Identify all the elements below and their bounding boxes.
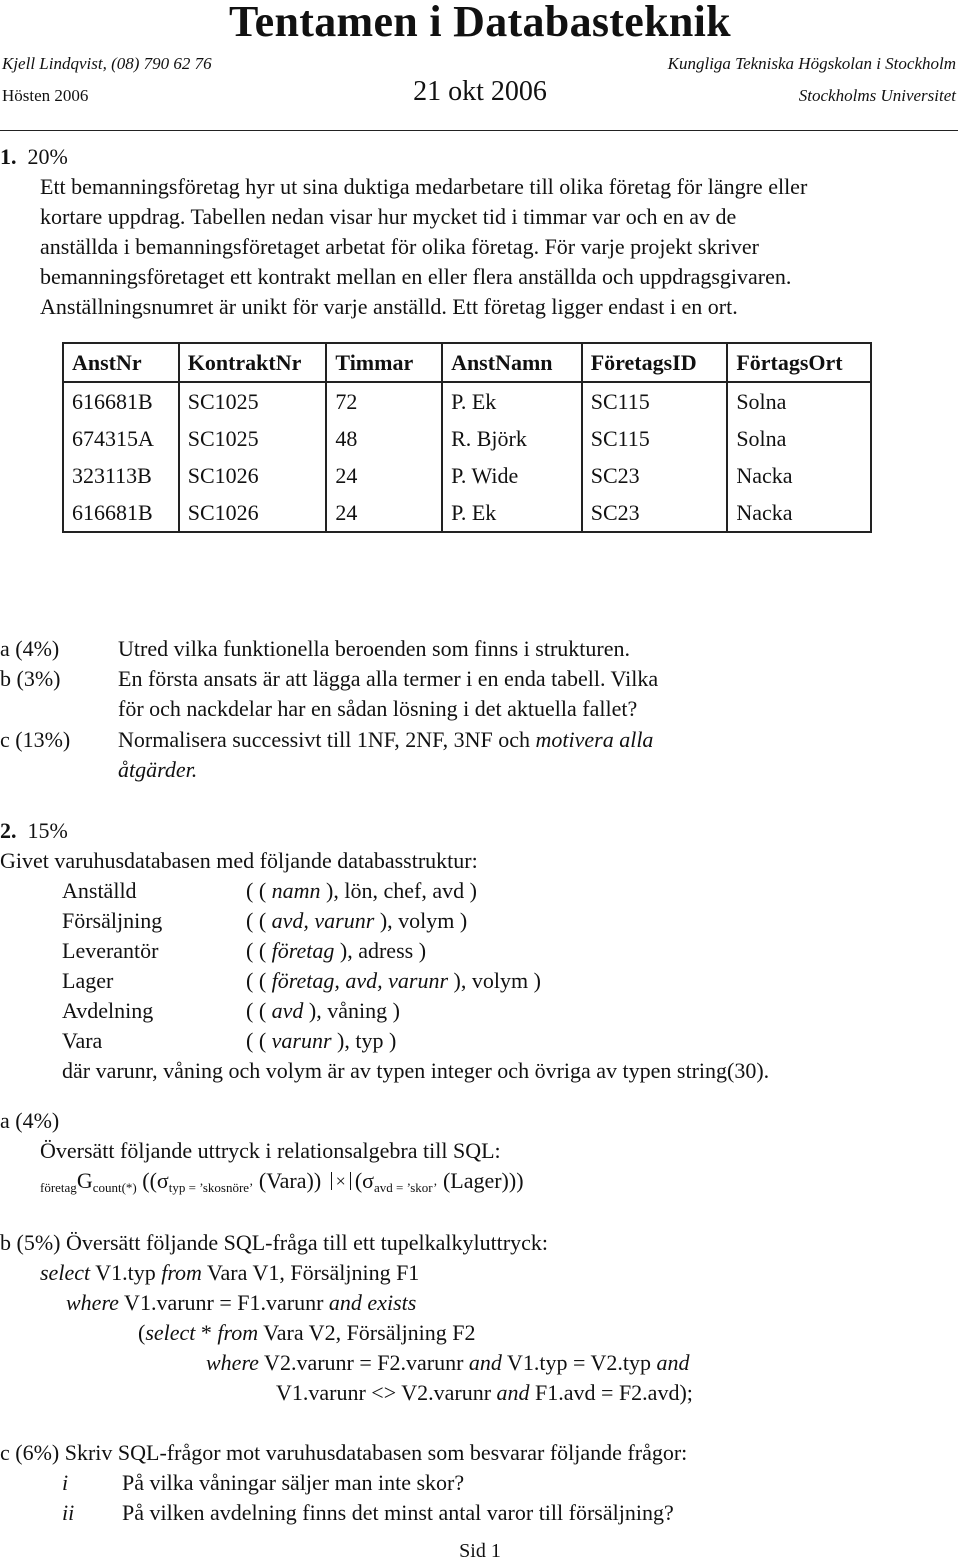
q2c-item-number: ii [62, 1500, 75, 1525]
table-cell: 24 [326, 457, 442, 494]
table-cell: Nacka [727, 494, 871, 532]
schema-attrs: ( ( företag, avd, varunr ), volym ) [246, 968, 541, 993]
relational-algebra-expression: $_{företag}G_{count(*)}$ (($\sigma_{typ = ’skosnöre’}$ (Vara)) × ($\sigma_{avd = ’skor’}$ (Lager))) [40, 1168, 524, 1195]
schema-attrs: ( ( avd ), våning ) [246, 998, 400, 1023]
q2c-label: c (6%) Skriv SQL-frågor mot varuhusdatabasen som besvarar följande frågor: [0, 1440, 688, 1465]
table-cell: 48 [326, 420, 442, 457]
table-row [63, 382, 871, 420]
q2c-item-text: På vilken avdelning finns det minst antal varor till försäljning? [122, 1500, 674, 1525]
table-cell: R. Björk [442, 420, 582, 457]
table-cell: 674315A [63, 420, 179, 457]
sql-line: select V1.typ from Vara V1, Försäljning F1 [40, 1260, 420, 1285]
table-cell: P. Ek [442, 382, 582, 420]
q1-text-line: anställda i bemanningsföretaget arbetat för olika företag. För varje projekt skriver [40, 234, 760, 259]
school-kth: Kungliga Tekniska Högskolan i Stockholm [667, 54, 956, 73]
q2-weight: 15% [27, 818, 68, 843]
exam-title: Tentamen i Databasteknik [229, 0, 731, 46]
q1c-text [118, 727, 653, 753]
page-number: Sid 1 [459, 1540, 501, 1562]
table-cell: SC1025 [179, 382, 327, 420]
col-header: KontraktNr [179, 343, 327, 382]
table-cell: 616681B [63, 382, 179, 420]
sql-line: where V2.varunr = F2.varunr and V1.typ = V2.typ and [206, 1350, 690, 1375]
header-rule [0, 130, 958, 131]
table-cell: 72 [326, 382, 442, 420]
sql-line: V1.varunr <> V2.varunr and F1.avd = F2.avd); [276, 1380, 693, 1405]
sql-line: where V1.varunr = F1.varunr and exists [66, 1290, 417, 1315]
col-header: AnstNamn [442, 343, 582, 382]
table-cell: 616681B [63, 494, 179, 532]
join-icon: × [331, 1172, 351, 1190]
table-cell: 323113B [63, 457, 179, 494]
q1-text-line: Anställningsnumret är unikt för varje anställd. Ett företag ligger endast i en ort. [40, 294, 738, 319]
schema-keys: varunr [271, 1028, 332, 1053]
table-row [63, 420, 871, 457]
q1-text-line: bemanningsföretaget ett kontrakt mellan en eller flera anställda och uppdragsgivaren. [40, 264, 792, 289]
table-cell: SC115 [582, 382, 728, 420]
schema-attrs: ( ( företag ), adress ) [246, 938, 427, 963]
schema-keys: avd, varunr [271, 908, 375, 933]
q1-heading [0, 144, 68, 170]
col-header: AnstNr [63, 343, 179, 382]
q1c-text-normal: Normalisera successivt till 1NF, 2NF, 3NF och [118, 727, 536, 752]
table-cell: SC1026 [179, 457, 327, 494]
q2c-item-text: På vilka våningar säljer man inte skor? [122, 1470, 465, 1495]
schema-attrs: ( ( varunr ), typ ) [246, 1028, 397, 1053]
schema-keys: namn [271, 878, 321, 903]
types-note: där varunr, våning och volym är av typen integer och övriga av typen string(30). [62, 1058, 770, 1083]
q1-number: 1. [0, 144, 17, 169]
table-cell: SC115 [582, 420, 728, 457]
table-cell: Solna [727, 382, 871, 420]
q2-intro: Givet varuhusdatabasen med följande databasstruktur: [0, 848, 478, 873]
schema-keys: företag, avd, varunr [271, 968, 449, 993]
table-cell: P. Wide [442, 457, 582, 494]
q1b-text: En första ansats är att lägga alla termer i en enda tabell. Vilka [118, 666, 659, 691]
table-cell: SC23 [582, 494, 728, 532]
q1-weight: 20% [27, 144, 68, 169]
q2a-text: Översätt följande uttryck i relationsalgebra till SQL: [40, 1138, 501, 1163]
schema-keys: avd [271, 998, 304, 1023]
table-cell: SC1025 [179, 420, 327, 457]
author-contact: Kjell Lindqvist, (08) 790 62 76 [2, 54, 212, 73]
schema-name: Vara [62, 1028, 103, 1053]
q2-heading [0, 818, 68, 844]
term: Hösten 2006 [2, 86, 89, 105]
col-header: FöretagsID [582, 343, 728, 382]
schema-name: Försäljning [62, 908, 163, 933]
table-cell: 24 [326, 494, 442, 532]
sql-line: (select * from Vara V2, Försäljning F2 [138, 1320, 476, 1345]
schema-name: Avdelning [62, 998, 154, 1023]
q1a-text: Utred vilka funktionella beroenden som finns i strukturen. [118, 636, 630, 661]
table-row [63, 457, 871, 494]
table-cell: P. Ek [442, 494, 582, 532]
q2b-label: b (5%) Översätt följande SQL-fråga till ett tupelkalkyluttryck: [0, 1230, 549, 1255]
q1c-text-italic: motivera alla [535, 727, 654, 752]
q1b-text: för och nackdelar har en sådan lösning i det aktuella fallet? [118, 696, 638, 721]
q1-text-line: kortare uppdrag. Tabellen nedan visar hur mycket tid i timmar var och en av de [40, 204, 737, 229]
col-header: Timmar [326, 343, 442, 382]
schema-attrs: ( ( avd, varunr ), volym ) [246, 908, 468, 933]
staffing-table [62, 342, 872, 533]
table-cell: SC23 [582, 457, 728, 494]
schema-attrs: ( ( namn ), lön, chef, avd ) [246, 878, 477, 903]
q2a-label: a (4%) [0, 1108, 60, 1133]
q1c-text-italic: åtgärder. [118, 757, 198, 782]
table-cell: SC1026 [179, 494, 327, 532]
table-cell: Nacka [727, 457, 871, 494]
table-header-row [63, 343, 871, 382]
table-row [63, 494, 871, 532]
q2-number: 2. [0, 818, 17, 843]
q2c-item-number: i [62, 1470, 69, 1495]
table-cell: Solna [727, 420, 871, 457]
q1-text-line: Ett bemanningsföretag hyr ut sina duktiga medarbetare till olika företag för längre eller [40, 174, 808, 199]
school-su: Stockholms Universitet [798, 86, 956, 105]
schema-name: Lager [62, 968, 114, 993]
col-header: FörtagsOrt [727, 343, 871, 382]
exam-date: 21 okt 2006 [413, 76, 547, 107]
q1c-label: c (13%) [0, 727, 71, 752]
schema-name: Anställd [62, 878, 137, 903]
q1a-label: a (4%) [0, 636, 60, 661]
schema-name: Leverantör [62, 938, 159, 963]
q1b-label: b (3%) [0, 666, 61, 691]
schema-keys: företag [271, 938, 335, 963]
